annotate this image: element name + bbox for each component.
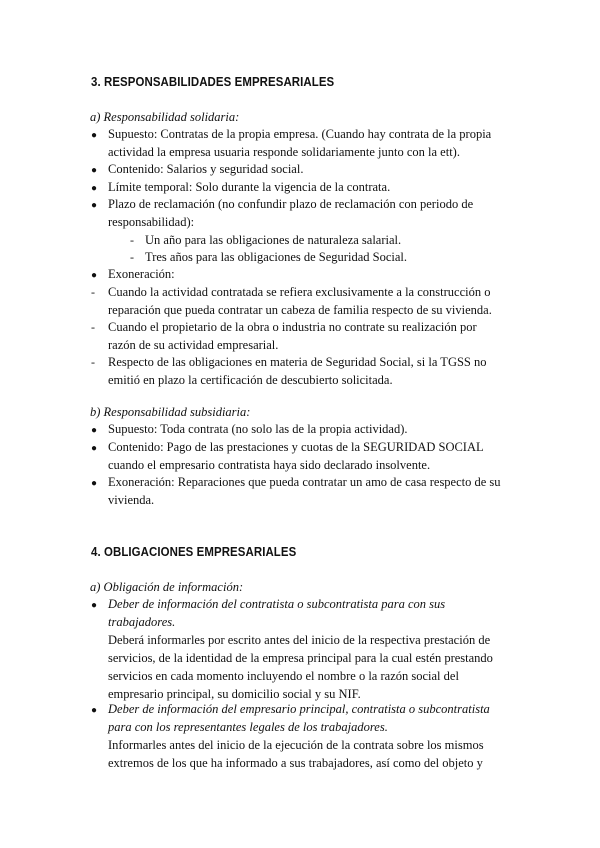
deber-contratista-body-line-1: Deberá informarles por escrito antes del inicio de la respectiva prestación de [108,633,491,647]
exoneracion-label: Exoneración: [108,267,175,281]
section-4-heading: 4. OBLIGACIONES EMPRESARIALES [91,544,297,559]
exo-item-2-line-1: Cuando el propietario de la obra o industria no contrate su realización por [108,320,477,334]
solidaria-subtitle: a) Responsabilidad solidaria: [90,110,240,124]
deber-empresario-title-line-1: Deber de información del empresario principal, contratista o subcontratista [108,702,490,716]
plazo-subitem-2: Tres años para las obligaciones de Seguridad Social. [145,250,407,264]
solidaria-item-3: Límite temporal: Solo durante la vigencia de la contrata. [108,180,391,194]
deber-contratista-body-line-4: empresario principal, su domicilio social y su NIF. [108,687,361,701]
subsidiaria-item-3-line-1: Exoneración: Reparaciones que pueda contratar un amo de casa respecto de su [108,475,501,489]
deber-contratista-body-line-2: servicios, de la identidad de la empresa principal para la cual estén prestando [108,651,493,665]
deber-contratista-body-line-3: servicios en cada momento incluyendo el nombre o la razón social del [108,669,459,683]
subsidiaria-item-2-line-2: cuando el empresario contratista haya sido declarado insolvente. [108,458,431,472]
deber-empresario-body-line-1: Informarles antes del inicio de la ejecución de la contrata sobre los mismos [108,738,484,752]
informacion-subtitle: a) Obligación de información: [90,580,244,594]
bullet-icon: ● [91,600,98,611]
plazo-subitem-1: Un año para las obligaciones de naturaleza salarial. [145,233,402,247]
solidaria-item-1-line-2: actividad la empresa usuaria responde solidariamente junto con la ett). [108,145,460,159]
deber-contratista-title-line-2: trabajadores. [108,615,176,629]
deber-empresario-body-line-2: extremos de los que ha informado a sus trabajadores, así como del objeto y [108,756,483,770]
solidaria-item-4-line-2: responsabilidad): [108,215,195,229]
dash-icon: - [130,250,134,264]
bullet-icon: ● [91,478,98,489]
subsidiaria-subtitle: b) Responsabilidad subsidiaria: [90,405,251,419]
bullet-icon: ● [91,425,98,436]
section-3-heading: 3. RESPONSABILIDADES EMPRESARIALES [91,74,335,89]
subsidiaria-item-2-line-1: Contenido: Pago de las prestaciones y cuotas de la SEGURIDAD SOCIAL [108,440,484,454]
bullet-icon: ● [91,130,98,141]
exo-item-1-line-1: Cuando la actividad contratada se refiera exclusivamente a la construcción o [108,285,491,299]
deber-contratista-title-line-1: Deber de información del contratista o subcontratista para con sus [108,597,446,611]
bullet-icon: ● [91,443,98,454]
dash-icon: - [130,233,134,247]
bullet-icon: ● [91,183,98,194]
subsidiaria-item-1: Supuesto: Toda contrata (no solo las de la propia actividad). [108,422,408,436]
dash-icon: - [91,355,95,369]
exo-item-2-line-2: razón de su actividad empresarial. [108,338,279,352]
bullet-icon: ● [91,270,98,281]
exo-item-3-line-2: emitió en plazo la certificación de descubierto solicitada. [108,373,393,387]
bullet-icon: ● [91,165,98,176]
bullet-icon: ● [91,200,98,211]
solidaria-item-1-line-1: Supuesto: Contratas de la propia empresa. (Cuando hay contrata de la propia [108,127,492,141]
solidaria-item-2: Contenido: Salarios y seguridad social. [108,162,304,176]
dash-icon: - [91,320,95,334]
subsidiaria-item-3-line-2: vivienda. [108,493,155,507]
exo-item-3-line-1: Respecto de las obligaciones en materia de Seguridad Social, si la TGSS no [108,355,487,369]
bullet-icon: ● [91,705,98,716]
solidaria-item-4-line-1: Plazo de reclamación (no confundir plazo de reclamación con periodo de [108,197,474,211]
deber-empresario-title-line-2: para con los representantes legales de los trabajadores. [108,720,388,734]
dash-icon: - [91,285,95,299]
exo-item-1-line-2: reparación que pueda contratar un cabeza de familia respecto de su vivienda. [108,303,492,317]
